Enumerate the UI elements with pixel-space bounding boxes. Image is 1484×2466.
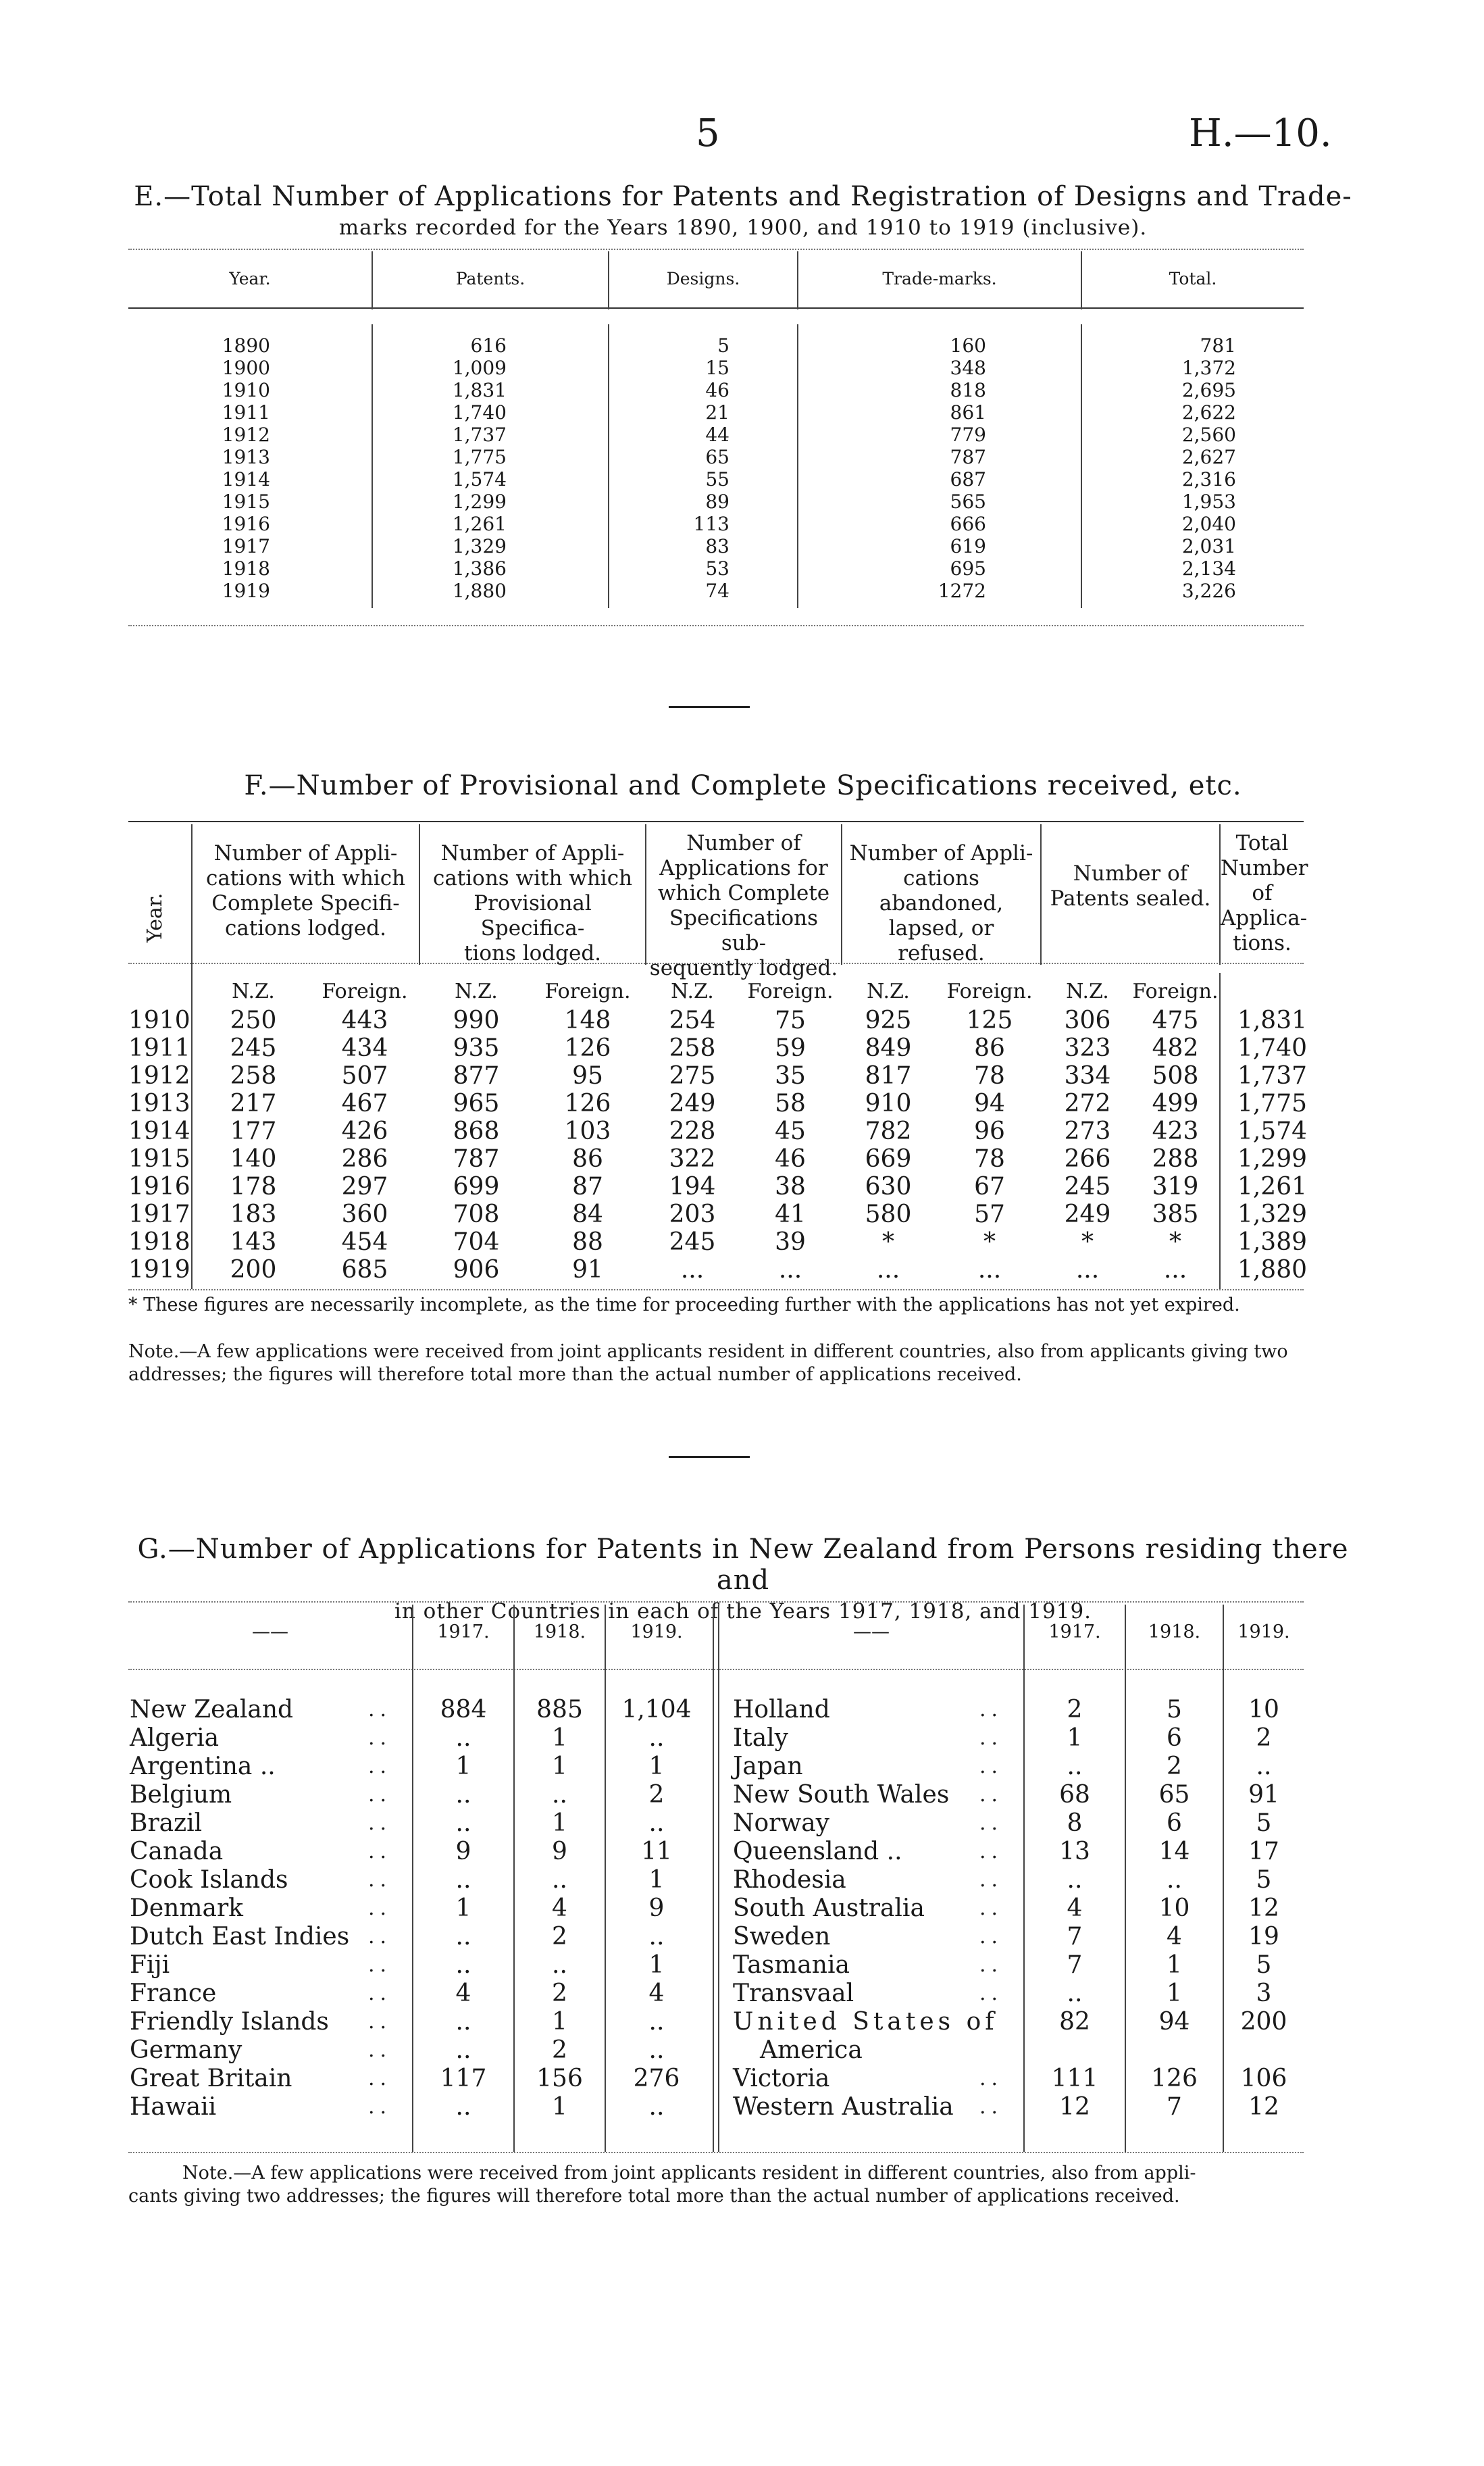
table-f-header-provisional: Number of Appli- cations with which Provisional Specifica- tions lodged. <box>432 841 633 965</box>
table-f-col-year: 1910 1911 1912 1913 1914 1915 1916 1917 1918 1919 <box>128 1007 190 1284</box>
table-e-col-trademarks: 160 348 818 861 779 787 687 565 666 619 695 1272 <box>938 334 986 602</box>
table-f-col-subsequent-foreign: 75 59 35 58 45 46 38 41 39 ... <box>775 1007 806 1284</box>
page-number: 5 <box>696 111 720 155</box>
table-g-header-1917-left: 1917. <box>437 1621 490 1642</box>
table-f-col-complete-foreign: 443 434 507 467 426 286 297 360 454 685 <box>341 1007 388 1284</box>
section-divider <box>669 706 750 708</box>
f-sub-nz-5: N.Z. <box>1066 980 1109 1003</box>
table-g-note-line1: Note.—A few applications were received from joint applicants resident in different countries, also from appli- <box>182 2163 1196 2184</box>
section-divider-2 <box>669 1456 750 1458</box>
table-g-right-1918: 5 6 2 65 6 14 .. 10 4 1 1 94 126 7 <box>1151 1696 1198 2121</box>
table-g-right-leaders: .. .. .. .. .. .. .. .. .. .. .. .. .. <box>979 1698 1004 2119</box>
f-sub-nz-3: N.Z. <box>671 980 714 1003</box>
table-g-header-1918-right: 1918. <box>1148 1621 1201 1642</box>
table-g-left-1917: 884 .. 1 .. .. 9 .. 1 .. .. 4 .. .. 117 .. <box>440 1696 487 2121</box>
table-g-left-countries: New Zealand Algeria Argentina .. Belgium Brazil Canada Cook Islands Denmark Dutch East Indies Fiji France Friendly Islands Germany Great Britain Hawaii <box>130 1696 350 2121</box>
f-sub-nz-1: N.Z. <box>232 980 275 1003</box>
table-e-header-trademarks: Trade-marks. <box>882 269 997 288</box>
table-e-header-patents: Patents. <box>455 269 526 288</box>
table-f-col-provisional-foreign: 148 126 95 126 103 86 87 84 88 91 <box>564 1007 611 1284</box>
table-f-footnote: * These figures are necessarily incomplete, as the time for proceeding further with the applications has not yet expired. <box>128 1294 1240 1315</box>
f-sub-foreign-2: Foreign. <box>544 980 631 1003</box>
f-sub-foreign-3: Foreign. <box>747 980 834 1003</box>
document-reference: H.—10. <box>1189 111 1332 155</box>
table-g-header-1918-left: 1918. <box>533 1621 586 1642</box>
table-f-col-abandoned-nz: 925 849 817 910 782 669 630 580 * ... <box>865 1007 912 1284</box>
table-g-left-1918: 885 1 1 .. 1 9 .. 4 2 .. 2 1 2 156 1 <box>536 1696 583 2121</box>
table-g-title-line1: G.—Number of Applications for Patents in New Zealand from Persons residing there and <box>137 1534 1349 1596</box>
table-f-col-abandoned-foreign: 125 86 78 94 96 78 67 57 * ... <box>966 1007 1013 1284</box>
table-f-header-complete: Number of Appli- cations with which Complete Specifi- cations lodged. <box>205 841 406 940</box>
table-g-blank-header-left: —— <box>252 1621 288 1642</box>
f-sub-foreign-5: Foreign. <box>1132 980 1219 1003</box>
table-f-header-year: Year. <box>143 892 167 942</box>
table-g-right-countries: Holland Italy Japan New South Wales Norway Queensland .. Rhodesia South Australia Sweden Tasmania Transvaal United States of America Victoria Western Australia <box>733 1696 998 2121</box>
table-g-header-1919-right: 1919. <box>1237 1621 1290 1642</box>
table-f-title: F.—Number of Provisional and Complete Specifications received, etc. <box>244 770 1242 801</box>
table-e-header-designs: Designs. <box>666 269 740 288</box>
table-e-title <box>128 181 1358 243</box>
table-f-header-subsequent: Number of Applications for which Complete Specifications sub- sequently lodged. <box>649 831 838 980</box>
table-f-col-subsequent-nz: 254 258 275 249 228 322 194 203 245 ... <box>669 1007 716 1284</box>
table-f-header-abandoned: Number of Appli- cations abandoned, lapsed, or refused. <box>849 841 1033 965</box>
f-sub-foreign-4: Foreign. <box>946 980 1033 1003</box>
table-f-col-complete-nz: 250 245 258 217 177 140 178 183 143 200 <box>230 1007 277 1284</box>
table-f-header-sealed: Number of Patents sealed. <box>1050 861 1211 911</box>
table-g-header-1919-left: 1919. <box>630 1621 683 1642</box>
table-e-col-designs: 5 15 46 21 44 65 55 89 113 83 53 74 <box>693 334 730 602</box>
table-f-col-sealed-nz: 306 323 334 272 273 266 245 249 * ... <box>1064 1007 1111 1284</box>
table-g-right-1917: 2 1 .. 68 8 13 .. 4 7 7 .. 82 111 12 <box>1051 1696 1098 2121</box>
table-g-note-line2: cants giving two addresses; the figures will therefore total more than the actual number of applications received. <box>128 2186 1180 2207</box>
table-e-col-total: 781 1,372 2,695 2,622 2,560 2,627 2,316 1,953 2,040 2,031 2,134 3,226 <box>1181 334 1236 602</box>
table-g-left-1919: 1,104 .. 1 2 .. 11 1 9 .. 1 4 .. .. 276 .. <box>621 1696 692 2121</box>
f-sub-nz-4: N.Z. <box>867 980 910 1003</box>
table-g-right-1919: 10 2 .. 91 5 17 5 12 19 5 3 200 106 12 <box>1240 1696 1287 2121</box>
table-f-note: Note.—A few applications were received from joint applicants resident in different countries, also from applicants giving two addresses; the figures will therefore total more than the actual number of applications received. <box>128 1341 1288 1385</box>
table-g-header-1917-right: 1917. <box>1048 1621 1101 1642</box>
table-g-blank-header-right: —— <box>853 1621 890 1642</box>
table-g-title <box>128 1534 1358 1627</box>
table-e-header-year: Year. <box>229 269 271 288</box>
table-e-col-year: 1890 1900 1910 1911 1912 1913 1914 1915 1916 1917 1918 1919 <box>222 334 270 602</box>
table-g-left-leaders: .. .. .. .. .. .. .. .. .. .. .. .. .. .. .. <box>368 1698 392 2119</box>
table-e-header-total: Total. <box>1169 269 1217 288</box>
table-f-col-sealed-foreign: 475 482 508 499 423 288 319 385 * ... <box>1152 1007 1199 1284</box>
table-g-title-line2: in other Countries in each of the Years 1917, 1918, and 1919. <box>394 1599 1092 1624</box>
f-sub-nz-2: N.Z. <box>455 980 498 1003</box>
table-f-header-total: Total Number of Applica- tions. <box>1221 831 1308 955</box>
table-f-col-total: 1,831 1,740 1,737 1,775 1,574 1,299 1,261 1,329 1,389 1,880 <box>1237 1007 1307 1284</box>
f-sub-foreign-1: Foreign. <box>322 980 408 1003</box>
table-f-col-provisional-nz: 990 935 877 965 868 787 699 708 704 906 <box>453 1007 500 1284</box>
table-e-title-line1: E.—Total Number of Applications for Patents and Registration of Designs and Trade- <box>134 181 1352 212</box>
table-g-note <box>128 2162 1358 2208</box>
table-e-col-patents: 616 1,009 1,831 1,740 1,737 1,775 1,574 1,299 1,261 1,329 1,386 1,880 <box>452 334 507 602</box>
table-e-title-line2: marks recorded for the Years 1890, 1900, and 1910 to 1919 (inclusive). <box>338 216 1148 240</box>
